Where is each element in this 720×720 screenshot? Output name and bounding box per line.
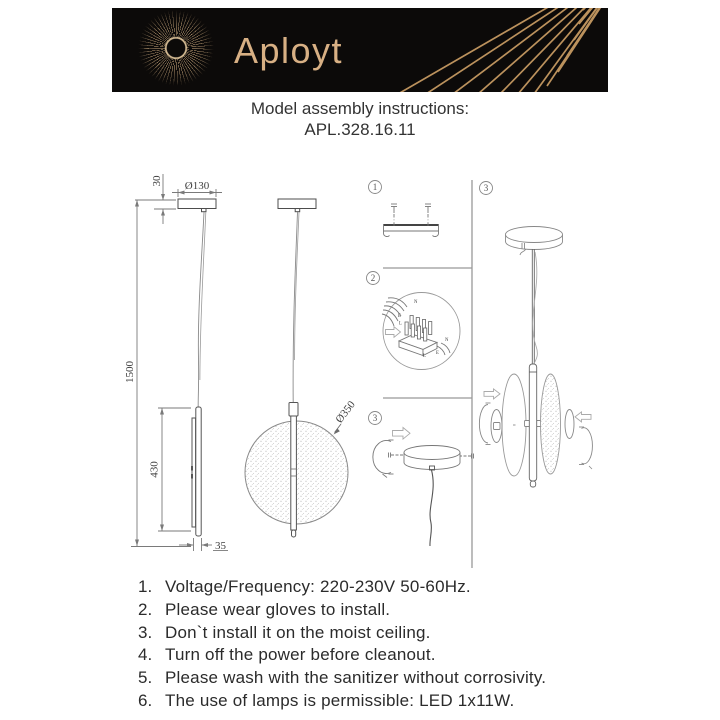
instruction-item (138, 690, 698, 713)
instruction-item (138, 644, 698, 667)
dim-350-label: Ø350 (333, 398, 358, 426)
side-view-drawing (178, 199, 216, 536)
instruction-number: 6. (138, 690, 153, 710)
step1-number: 1 (372, 182, 378, 193)
technical-drawing (0, 148, 720, 578)
sunburst-logo-icon (137, 9, 215, 87)
step3-drawing (369, 412, 474, 547)
instruction-text: Don`t install it on the moist ceiling. (165, 622, 431, 642)
wire-label-e-left: E (398, 314, 401, 319)
instruction-number: 5. (138, 668, 153, 688)
wire-label-l-bottom: L (423, 354, 426, 359)
corner-rays-icon (398, 8, 608, 92)
dim-30-label: 30 (151, 175, 163, 187)
panel-dividers (383, 180, 472, 568)
instruction-text: Voltage/Frequency: 220-230V 50-60Hz. (165, 577, 471, 596)
instruction-item (138, 576, 698, 599)
dim-1500-label: 1500 (124, 361, 136, 383)
instruction-text: The use of lamps is permissible: LED 1x11W. (165, 690, 515, 710)
wire-label-n-right: N (445, 338, 449, 343)
instruction-number: 3. (138, 622, 153, 642)
instruction-item (138, 599, 698, 622)
instruction-number: 1. (138, 577, 153, 596)
title-block (0, 99, 720, 139)
dim-35-label: 35 (215, 540, 226, 552)
side-view-dimensions (131, 174, 228, 551)
instruction-text: Please wash with the sanitizer without corrosivity. (165, 668, 547, 688)
instruction-text: Please wear gloves to install. (165, 599, 391, 619)
instruction-text: Turn off the power before cleanout. (165, 645, 436, 665)
step1-drawing (369, 181, 439, 237)
step2-drawing (367, 272, 461, 370)
instruction-number: 4. (138, 645, 153, 665)
step2-number: 2 (370, 273, 376, 284)
page-title: Model assembly instructions: (250, 99, 470, 118)
wire-label-e-bottom: E (436, 351, 439, 356)
wire-label-l-left: L (399, 321, 402, 327)
wire-label-n-top: N (414, 300, 418, 305)
step3-number: 3 (372, 413, 378, 424)
instructions-list (138, 576, 698, 713)
brand-wordmark: Aployt (234, 30, 344, 71)
dim-430-label: 430 (148, 461, 161, 478)
front-view-drawing (245, 199, 348, 537)
model-number: APL.328.16.11 (304, 120, 416, 139)
dim-130-label: Ø130 (184, 180, 210, 192)
exploded-view-drawing (479, 182, 592, 488)
step3-right-number: 3 (483, 183, 489, 194)
instruction-item (138, 622, 698, 645)
brand-banner (112, 8, 608, 92)
instruction-number: 2. (138, 599, 153, 619)
instruction-item (138, 667, 698, 690)
